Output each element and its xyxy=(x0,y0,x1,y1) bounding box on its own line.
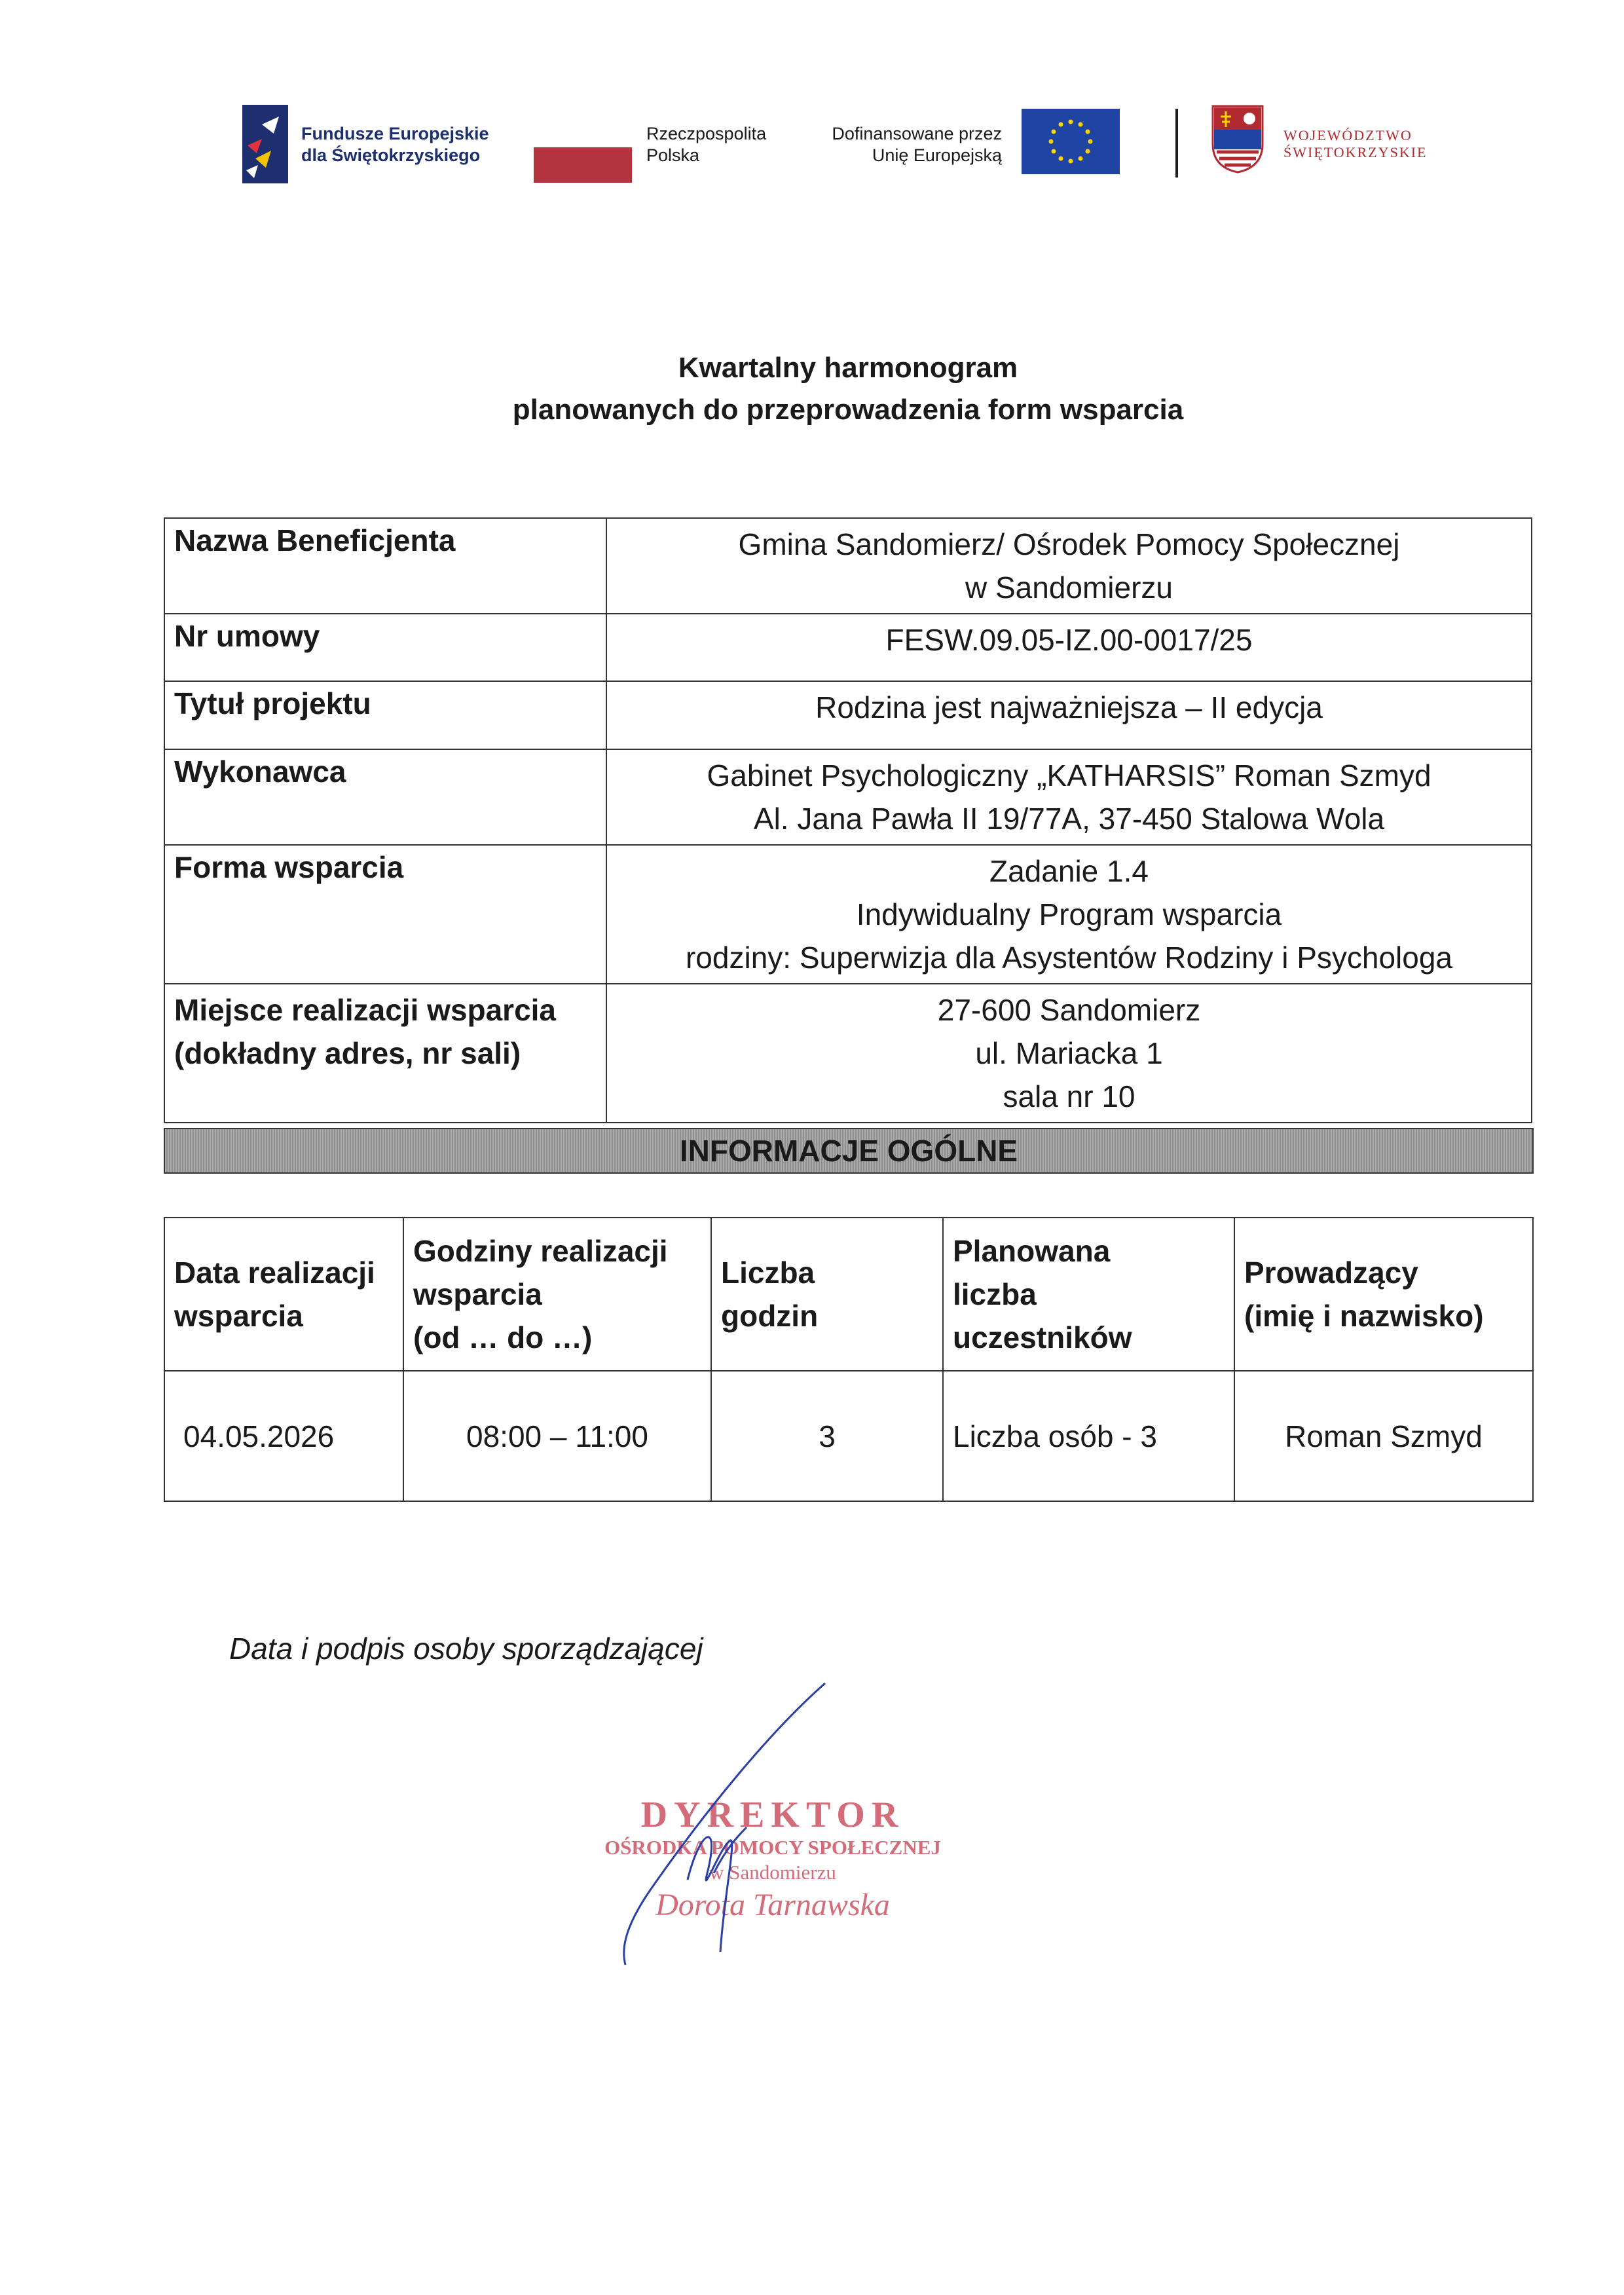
fe-logo-line-2: dla Świętokrzyskiego xyxy=(301,145,481,165)
beneficjent-label: Nazwa Beneficjenta xyxy=(164,518,606,614)
miejsce-label-line-1: Miejsce realizacji wsparcia xyxy=(174,993,557,1027)
ue-logo-line-1: Dofinansowane przez xyxy=(832,124,1002,143)
header-data-line-2: wsparcia xyxy=(174,1299,303,1333)
forma-line-3: rodziny: Superwizja dla Asystentów Rodziny i Psychologa xyxy=(685,941,1453,975)
header-data-line-1: Data realizacji xyxy=(174,1256,375,1290)
fundusze-europejskie-logo xyxy=(242,105,530,183)
stamp-line-4: Dorota Tarnawska xyxy=(655,1888,890,1922)
wykonawca-line-2: Al. Jana Pawła II 19/77A, 37-450 Stalowa Wola xyxy=(753,802,1385,836)
forma-line-2: Indywidualny Program wsparcia xyxy=(856,897,1282,931)
beneficjent-value xyxy=(606,518,1532,614)
row-miejsce xyxy=(164,984,1532,1123)
header-planowana-liczba xyxy=(943,1218,1234,1371)
schedule-table xyxy=(164,1217,1534,1502)
cell-hours: 08:00 – 11:00 xyxy=(403,1371,711,1501)
rp-logo-line-2: Polska xyxy=(646,145,700,165)
umowa-label: Nr umowy xyxy=(164,614,606,681)
document-title xyxy=(0,347,1624,431)
logo-bar xyxy=(242,98,1454,196)
header-planowana-line-1: Planowana xyxy=(953,1234,1111,1268)
row-tytul xyxy=(164,681,1532,749)
row-forma xyxy=(164,845,1532,984)
beneficjent-line-2: w Sandomierzu xyxy=(965,570,1173,605)
fe-star-icon xyxy=(242,105,288,183)
ws-logo-line-1: WOJEWÓDZTWO xyxy=(1283,127,1412,143)
title-line-2: planowanych do przeprowadzenia form wsparcia xyxy=(512,394,1184,426)
header-prowadzacy-line-2: (imię i nazwisko) xyxy=(1244,1299,1484,1333)
header-liczba-line-1: Liczba xyxy=(721,1256,815,1290)
wojewodztwo-swietokrzyskie-logo xyxy=(1211,105,1460,183)
wykonawca-value xyxy=(606,749,1532,845)
row-umowa xyxy=(164,614,1532,681)
forma-line-1: Zadanie 1.4 xyxy=(989,854,1149,888)
ws-logo-line-2: ŚWIĘTOKRZYSKIE xyxy=(1283,144,1428,160)
miejsce-line-1: 27-600 Sandomierz xyxy=(937,993,1201,1027)
stamp-line-1: DYREKTOR xyxy=(640,1795,905,1835)
beneficjent-line-1: Gmina Sandomierz/ Ośrodek Pomocy Społecznej xyxy=(738,527,1400,561)
title-line-1: Kwartalny harmonogram xyxy=(678,352,1018,384)
schedule-header-row xyxy=(164,1218,1533,1371)
forma-label: Forma wsparcia xyxy=(164,845,606,984)
miejsce-label xyxy=(164,984,606,1123)
eu-flag-icon xyxy=(1022,109,1120,174)
miejsce-line-3: sala nr 10 xyxy=(1003,1079,1135,1113)
stamp-line-2: OŚRODKA POMOCY SPOŁECZNEJ xyxy=(604,1836,941,1859)
unia-europejska-logo xyxy=(812,109,1120,181)
header-godziny xyxy=(403,1218,711,1371)
header-data-realizacji xyxy=(164,1218,403,1371)
wykonawca-line-1: Gabinet Psychologiczny „KATHARSIS” Roman Szmyd xyxy=(707,758,1431,793)
wykonawca-label: Wykonawca xyxy=(164,749,606,845)
tytul-value: Rodzina jest najważniejsza – II edycja xyxy=(606,681,1532,749)
miejsce-value xyxy=(606,984,1532,1123)
section-band-informacje: INFORMACJE OGÓLNE xyxy=(164,1128,1534,1174)
stamp-line-3: w Sandomierzu xyxy=(709,1861,836,1884)
header-godziny-line-2: wsparcia xyxy=(413,1277,542,1311)
miejsce-line-2: ul. Mariacka 1 xyxy=(975,1036,1163,1070)
umowa-value: FESW.09.05-IZ.00-0017/25 xyxy=(606,614,1532,681)
header-liczba-line-2: godzin xyxy=(721,1299,819,1333)
handwritten-signature xyxy=(609,1677,832,1985)
cell-leader: Roman Szmyd xyxy=(1234,1371,1533,1501)
coat-of-arms-icon xyxy=(1211,105,1264,174)
logo-divider xyxy=(1175,109,1178,177)
miejsce-label-line-2: (dokładny adres, nr sali) xyxy=(174,1036,521,1070)
header-godziny-line-3: (od … do …) xyxy=(413,1320,593,1354)
schedule-data-row xyxy=(164,1371,1533,1501)
polish-flag-icon xyxy=(534,147,632,183)
cell-date: 04.05.2026 xyxy=(164,1371,403,1501)
cell-count-hours: 3 xyxy=(711,1371,943,1501)
ue-logo-line-2: Unię Europejską xyxy=(872,145,1002,165)
header-prowadzacy xyxy=(1234,1218,1533,1371)
rp-logo-line-1: Rzeczpospolita xyxy=(646,124,767,143)
rzeczpospolita-polska-logo xyxy=(534,123,789,195)
header-planowana-line-3: uczestników xyxy=(953,1320,1132,1354)
project-info-table xyxy=(164,517,1532,1123)
header-planowana-line-2: liczba xyxy=(953,1277,1037,1311)
header-godziny-line-1: Godziny realizacji xyxy=(413,1234,668,1268)
header-prowadzacy-line-1: Prowadzący xyxy=(1244,1256,1418,1290)
forma-value xyxy=(606,845,1532,984)
cell-participants: Liczba osób - 3 xyxy=(943,1371,1234,1501)
row-wykonawca xyxy=(164,749,1532,845)
tytul-label: Tytuł projektu xyxy=(164,681,606,749)
fe-logo-line-1: Fundusze Europejskie xyxy=(301,124,489,143)
row-beneficjent xyxy=(164,518,1532,614)
header-liczba-godzin xyxy=(711,1218,943,1371)
signature-label: Data i podpis osoby sporządzającej xyxy=(229,1632,703,1666)
